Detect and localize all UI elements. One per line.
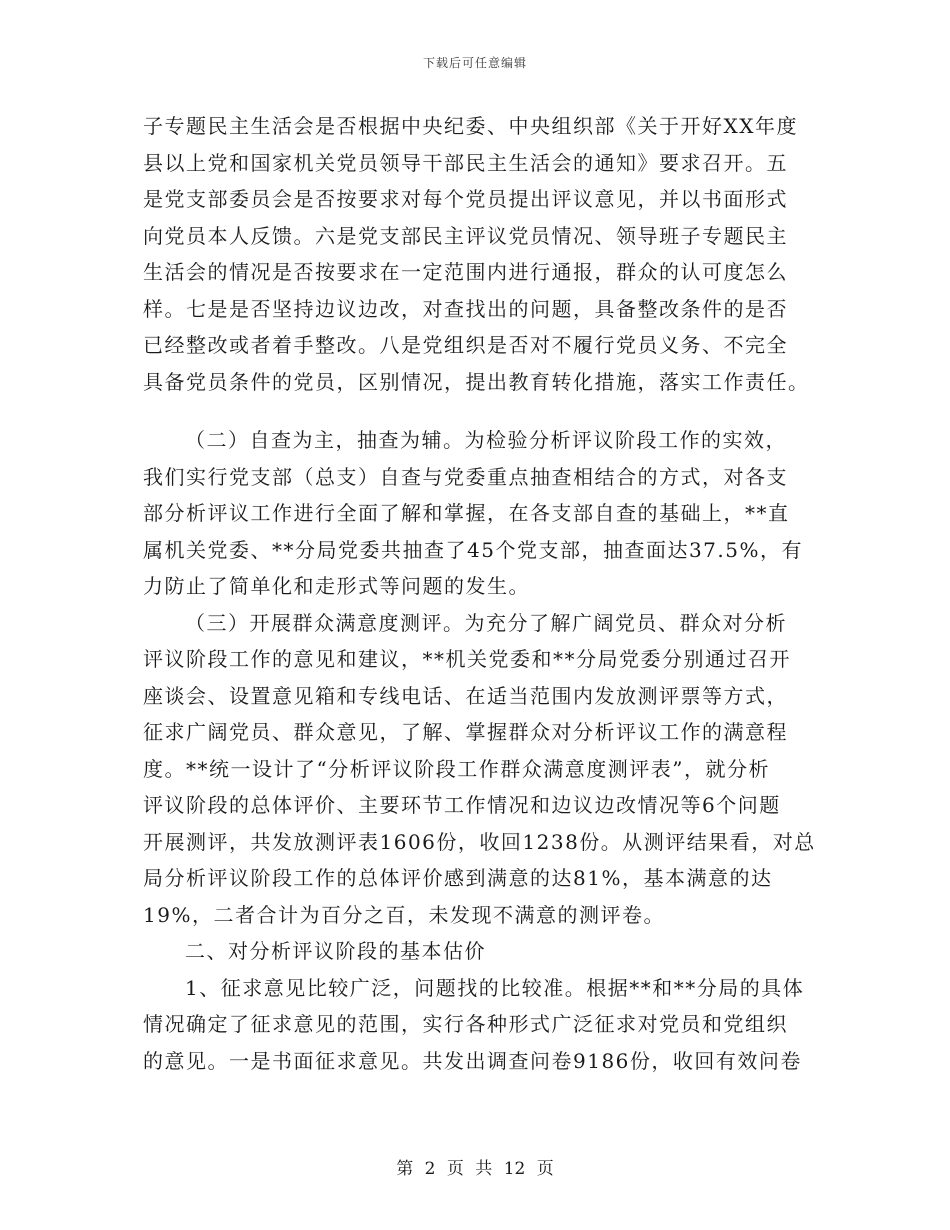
text-line: 样。七是是否坚持边议边改，对查找出的问题，具备整改条件的是否 bbox=[143, 296, 788, 321]
text-line: 1、征求意见比较广泛，问题找的比较准。根据**和**分局的具体 bbox=[185, 975, 805, 1000]
text-line: 是党支部委员会是否按要求对每个党员提出评议意见，并以书面形式 bbox=[143, 187, 788, 211]
page-header: 下载后可任意编辑 bbox=[422, 56, 527, 70]
section-heading bbox=[143, 933, 811, 970]
text-line: 向党员本人反馈。六是党支部民主评议党员情况、领导班子专题民主 bbox=[143, 223, 788, 248]
text-line: （三）开展群众满意度测评。为充分了解广阔党员、群众对分析 bbox=[185, 610, 787, 635]
text-line: 我们实行党支部（总支）自查与党委重点抽查相结合的方式，对各支 bbox=[143, 464, 788, 489]
text-line: 情况确定了征求意见的范围，实行各种形式广泛征求对党员和党组织 bbox=[143, 1012, 788, 1036]
paragraph-2 bbox=[143, 422, 811, 605]
paragraph-5 bbox=[143, 970, 811, 1080]
text-line: 力防止了简单化和走形式等问题的发生。 bbox=[143, 574, 530, 598]
text-line: 评议阶段的总体评价、主要环节工作情况和边议边改情况等6个问题 bbox=[143, 793, 781, 817]
text-line: 评议阶段工作的意见和建议，**机关党委和**分局党委分别通过召开 bbox=[143, 647, 791, 671]
text-line: 属机关党委、**分局党委共抽查了45个党支部，抽查面达37.5%，有 bbox=[143, 537, 803, 562]
text-line: 座谈会、设置意见箱和专线电话、在适当范围内发放测评票等方式， bbox=[143, 683, 788, 708]
text-line: 的意见。一是书面征求意见。共发出调查问卷9186份，收回有效问卷 bbox=[143, 1048, 802, 1073]
paragraph-1 bbox=[143, 108, 811, 400]
text-line: 县以上党和国家机关党员领导干部民主生活会的通知》要求召开。五 bbox=[143, 150, 788, 175]
text-line: 局分析评议阶段工作的总体评价感到满意的达81%，基本满意的达 bbox=[143, 866, 773, 890]
text-line: 度。**统一设计了“分析评议阶段工作群众满意度测评表”，就分析 bbox=[143, 756, 770, 781]
text-line: 征求广阔党员、群众意见，了解、掌握群众对分析评议工作的满意程 bbox=[143, 720, 788, 744]
section-title: 二、对分析评议阶段的基本估价 bbox=[185, 939, 486, 963]
text-line: 开展测评，共发放测评表1606份，收回1238份。从测评结果看，对总 bbox=[143, 829, 816, 854]
document-body bbox=[143, 108, 816, 1079]
text-line: （二）自查为主，抽查为辅。为检验分析评议阶段工作的实效， bbox=[185, 428, 787, 452]
paragraph-gap bbox=[143, 400, 811, 422]
paragraph-3 bbox=[143, 605, 816, 934]
page-number-footer: 第 2 页 共 12 页 bbox=[396, 1159, 554, 1179]
text-line: 具备党员条件的党员，区别情况，提出教育转化措施，落实工作责任。 bbox=[143, 369, 810, 394]
text-line: 19%，二者合计为百分之百，未发现不满意的测评卷。 bbox=[143, 902, 665, 927]
text-line: 已经整改或者着手整改。八是党组织是否对不履行党员义务、不完全 bbox=[143, 333, 788, 357]
text-line: 子专题民主生活会是否根据中央纪委、中央组织部《关于开好XX年度 bbox=[143, 114, 798, 138]
text-line: 生活会的情况是否按要求在一定范围内进行通报，群众的认可度怎么 bbox=[143, 260, 788, 284]
text-line: 部分析评议工作进行全面了解和掌握，在各支部自查的基础上，**直 bbox=[143, 501, 790, 525]
